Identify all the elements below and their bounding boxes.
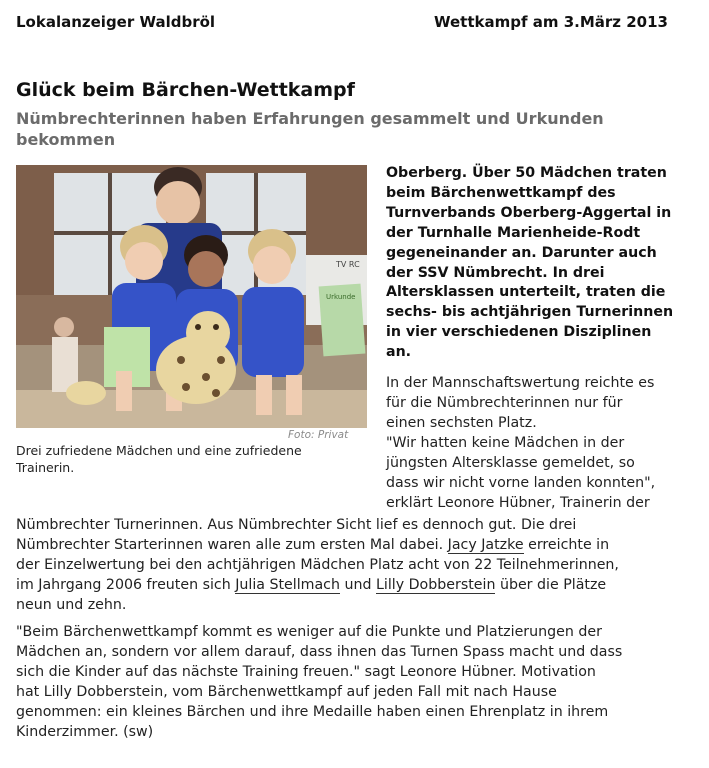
body-line: hat Lilly Dobberstein, vom Bärchenwettkampf auf jeden Fall mit nach Hause: [16, 684, 557, 700]
caption-line: Drei zufriedene Mädchen und eine zufriedene: [16, 443, 302, 458]
lead-line: in vier verschiedenen Disziplinen: [386, 324, 652, 341]
lead-line: gegeneinander an. Darunter auch: [386, 244, 657, 261]
body-line: erklärt Leonore Hübner, Trainerin der: [386, 495, 650, 511]
lead-line: Oberberg. Über 50 Mädchen traten: [386, 165, 667, 181]
certificate-text: Urkunde: [326, 293, 356, 301]
photo-caption: [16, 442, 361, 476]
event-date: Wettkampf am 3.März 2013: [434, 13, 668, 31]
photo-credit: Foto: Privat: [288, 429, 349, 441]
lead-line: der Turnhalle Marienheide-Rodt: [386, 224, 641, 241]
text: Nümbrechter Starterinnen waren alle zum ersten Mal dabei.: [16, 537, 448, 553]
body-line: jüngsten Altersklasse gemeldet, so: [386, 455, 635, 471]
body-line: dass wir nicht vorne landen konnten",: [386, 475, 656, 491]
lead-line: Turnverbands Oberberg-Aggertal in: [386, 204, 672, 221]
text: und: [339, 577, 376, 593]
body-line: Kinderzimmer. (sw): [16, 724, 154, 740]
body-line: einen sechsten Platz.: [386, 415, 537, 431]
subheadline-line: Nümbrechterinnen haben Erfahrungen gesammelt und Urkunden: [16, 109, 604, 128]
lead-line: an.: [386, 344, 412, 361]
body-line: für die Nümbrechterinnen nur für: [386, 395, 623, 411]
publication-name: Lokalanzeiger Waldbröl: [16, 13, 216, 31]
body-line: genommen: ein kleines Bärchen und ihre Medaille haben einen Ehrenplatz in ihrem: [16, 704, 609, 720]
athlete-link-julia-stellmach[interactable]: Julia Stellmach: [235, 577, 340, 593]
body-line: neun und zehn.: [16, 597, 127, 613]
body-line: "Beim Bärchenwettkampf kommt es weniger auf die Punkte und Platzierungen der: [16, 624, 602, 640]
body-line: [16, 575, 696, 595]
body-line: [16, 535, 696, 555]
lead-line: Altersklassen unterteilt, traten die: [386, 284, 666, 301]
body-line: sich die Kinder auf das nächste Training freuen." sagt Leonore Hübner. Motivation: [16, 664, 596, 680]
body-line: "Wir hatten keine Mädchen in der: [386, 435, 625, 451]
subheadline: [16, 108, 676, 150]
headline: Glück beim Bärchen-Wettkampf: [16, 79, 355, 101]
athlete-link-jacy-jatzke[interactable]: Jacy Jatzke: [447, 537, 524, 553]
lead-paragraph: [386, 164, 694, 363]
body-paragraph-1: [16, 515, 696, 615]
text: im Jahrgang 2006 freuten sich: [16, 577, 236, 593]
body-line: Mädchen an, sondern vor allem darauf, dass ihnen das Turnen Spass macht und dass: [16, 644, 623, 660]
body-line: Nümbrechter Turnerinnen. Aus Nümbrechter Sicht lief es dennoch gut. Die drei: [16, 517, 577, 533]
athlete-link-lilly-dobberstein[interactable]: Lilly Dobberstein: [376, 577, 496, 593]
text: erreichte in: [523, 537, 610, 553]
lead-line: beim Bärchenwettkampf des: [386, 184, 616, 201]
body-paragraph-2: [16, 622, 696, 742]
body-line: In der Mannschaftswertung reichte es: [386, 375, 655, 391]
text: über die Plätze: [495, 577, 607, 593]
body-column: [386, 373, 698, 513]
caption-line: Trainerin.: [16, 460, 75, 475]
lead-line: sechs- bis achtjährigen Turnerinnen: [386, 304, 674, 321]
article-photo: [16, 165, 367, 428]
body-line: der Einzelwertung bei den achtjährigen Mädchen Platz acht von 22 Teilnehmerinnen,: [16, 557, 619, 573]
photo-illustration: [16, 165, 367, 428]
sign-text: TV RC: [336, 260, 360, 269]
subheadline-line: bekommen: [16, 130, 116, 149]
lead-line: der SSV Nümbrecht. In drei: [386, 264, 605, 281]
